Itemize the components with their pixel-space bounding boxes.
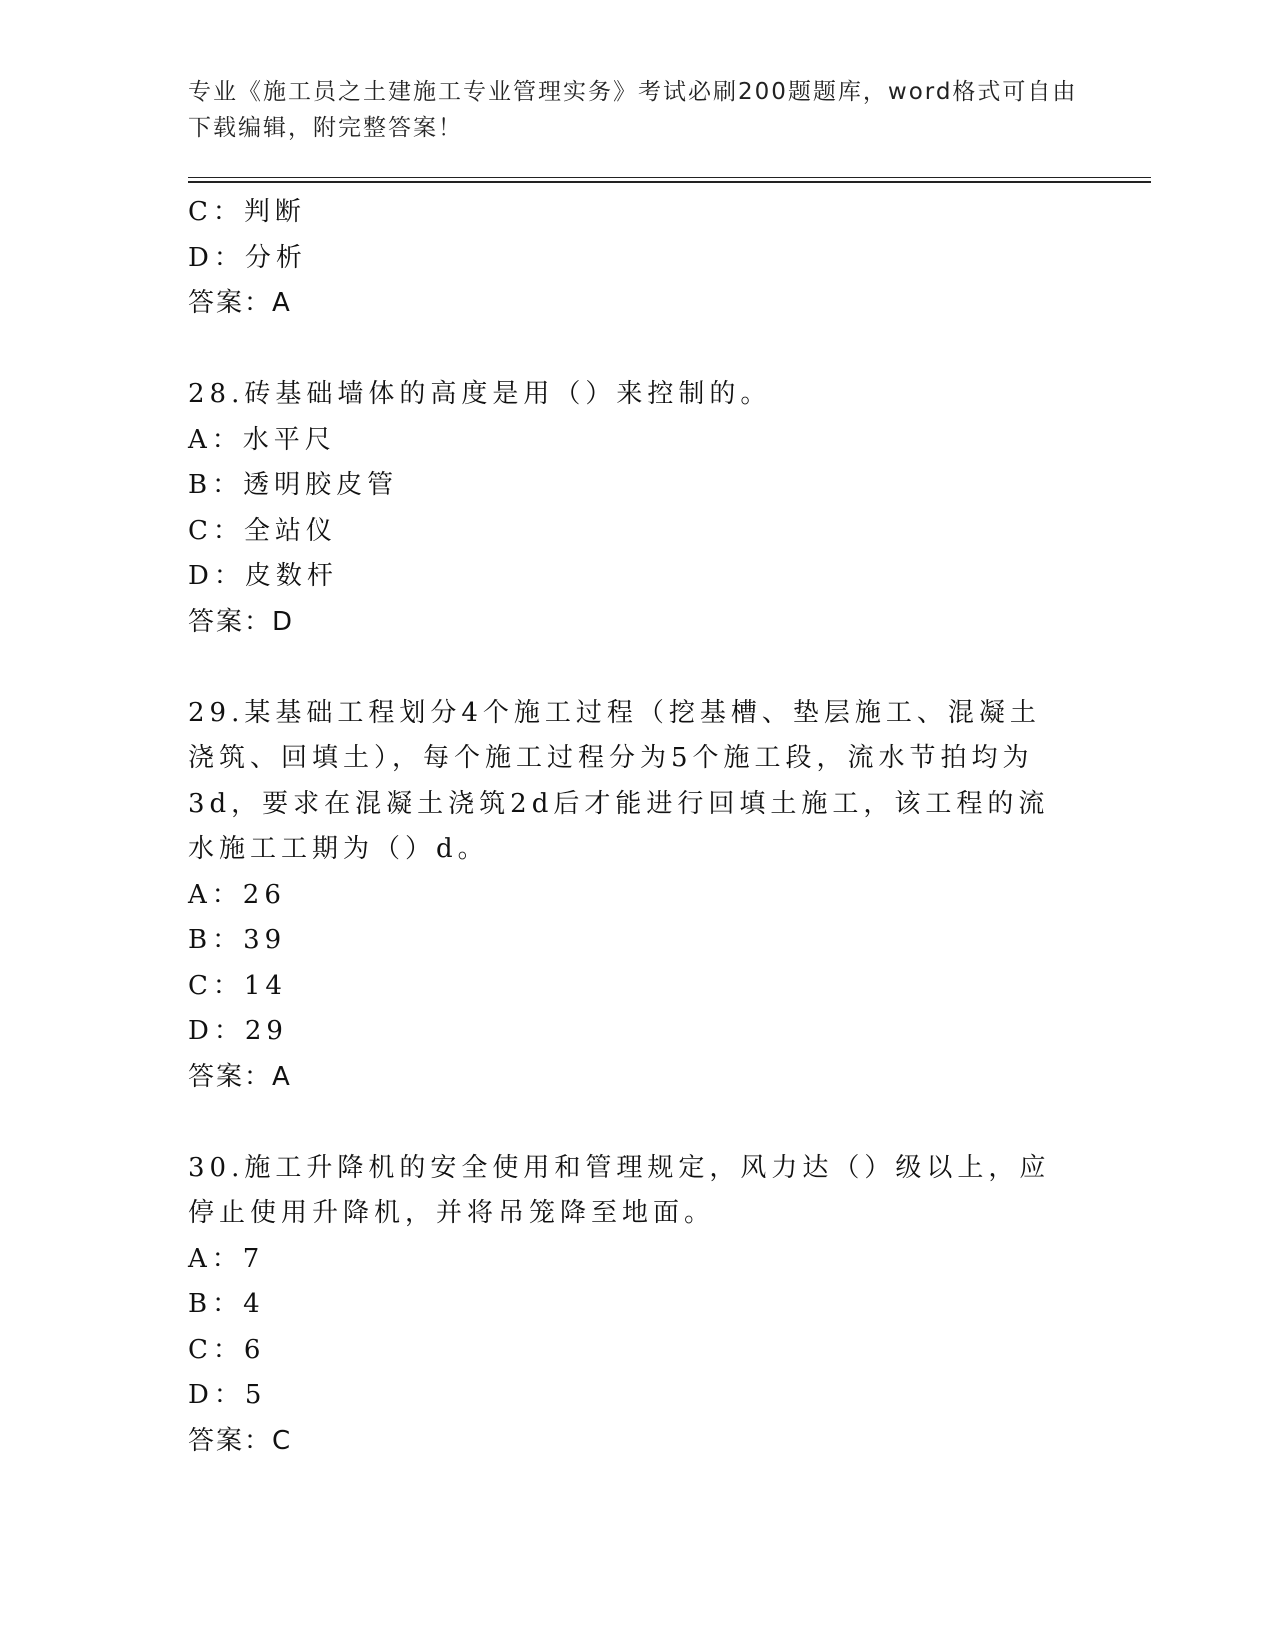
question-stem: 29.某基础工程划分4个施工过程（挖基槽、垫层施工、混凝土浇筑、回填土），每个施工过程分为5个施工段，流水节拍均为3d，要求在混凝土浇筑2d后才能进行回填土施工，该工程的流水施工工期为（）d。 (188, 697, 1050, 864)
document-header (188, 74, 1088, 146)
question-27-tail (188, 190, 1088, 327)
header-rule-thick (188, 181, 1151, 183)
question-stem: 28.砖基础墙体的高度是用（）来控制的。 (188, 379, 772, 409)
question-30 (188, 1146, 1088, 1465)
option-d: D：分析 (188, 242, 307, 273)
option-a: A：26 (188, 879, 286, 910)
option-a: A：7 (188, 1243, 265, 1274)
option-c: C：6 (188, 1334, 266, 1365)
answer: 答案：A (188, 1061, 292, 1092)
option-c: C：全站仪 (188, 515, 337, 546)
header-rule-thin (188, 177, 1151, 178)
question-list (188, 190, 1088, 1464)
answer: 答案：D (188, 606, 295, 637)
option-b: B：4 (188, 1289, 265, 1319)
option-c: C：14 (188, 970, 287, 1001)
header-title-line-1: 专业《施工员之土建施工专业管理实务》考试必刷200题题库，word格式可自由 (188, 79, 1078, 105)
option-b: B：透明胶皮管 (188, 470, 399, 500)
option-d: D：皮数杆 (188, 561, 338, 591)
spacer (188, 327, 1088, 373)
spacer (188, 1100, 1088, 1146)
spacer (188, 645, 1088, 691)
option-a: A：水平尺 (188, 424, 336, 455)
option-c: C：判断 (188, 197, 306, 227)
question-29 (188, 691, 1088, 1101)
header-title-line-2: 下载编辑，附完整答案！ (188, 115, 463, 141)
answer: 答案：A (188, 288, 292, 318)
question-stem: 30.施工升降机的安全使用和管理规定，风力达（）级以上，应停止使用升降机，并将吊笼降至地面。 (188, 1152, 1051, 1228)
option-d: D：29 (188, 1016, 288, 1046)
option-d: D：5 (188, 1380, 267, 1410)
answer: 答案：C (188, 1425, 293, 1456)
option-b: B：39 (188, 925, 287, 955)
question-28 (188, 372, 1088, 645)
